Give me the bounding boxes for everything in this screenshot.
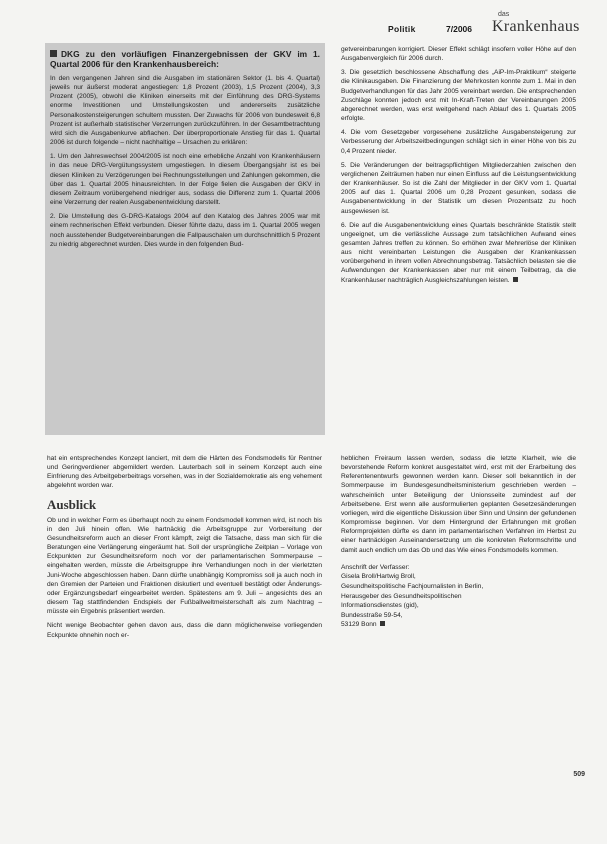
address-line: Informationsdienstes (gid), xyxy=(341,602,419,610)
paragraph: Ob und in welcher Form es überhaupt noch zu einem Fondsmodell kommen wird, ist noch bis in den Juli hinein offen. Wie hartnäckig die Arbeitsgruppe zur Vorbereitung der Gesundheitsreform auch an dieser Front kämpft, zeigt die Tatsache, dass man sich für die Beratungen eine Verlängerung eingeräumt hat. Soll der ursprüngliche Zeitplan – Vorlage von Eckpunkten zur Gesundheitsreform noch vor der parlamentarischen Sommerpause – eingehalten werden, müsste die Arbeitsgruppe ihre Verhandlungen noch in der vierletzten Juni-Woche abgeschlossen haben. Dann dürfte unabhängig Kompromiss soll ja auch noch in den Gremien der Parteien und Fraktionen diskutiert und eventuell bestätigt oder Änderungs- oder Ergänzungsbedarf eingearbeitet werden. Spätestens am 9. Juli – angesichts des an diesem Tag stattfindenden Endspiels der Fußballweltmeisterschaft als zum Nachtrag – müsste ein Ergebnis präsentiert werden. xyxy=(47,516,322,616)
left-column-bottom xyxy=(47,454,322,645)
paragraph: Nicht wenige Beobachter gehen davon aus, dass die dann möglicherweise vorliegenden Eckpunkte ohnehin noch er- xyxy=(47,622,322,639)
page-header xyxy=(380,10,590,36)
paragraph: hat ein entsprechendes Konzept lanciert, mit dem die Härten des Fondsmodells für Rentner und Geringverdiener abgemildert werden. Lauterbach soll in seinem Konzept auch eine Einfrierung des Arbeitgeberbeitrags vorsehen, was in der Sozialdemokratie als eng vehement abgelehnt worden war. xyxy=(47,455,322,490)
section-label: Politik xyxy=(388,24,416,34)
info-box xyxy=(45,43,325,435)
paragraph: In den vergangenen Jahren sind die Ausgaben im stationären Sektor (1. bis 4. Quartal) jeweils nur äußerst moderat angestiegen: 1,8 Prozent (2003), 1,5 Prozent (2004), 3,3 Prozent (2005), obwohl die Kliniken einerseits mit der Einführung des DRG-Systems enorme Investitionen und Umstellungskosten und andererseits zusätzliche Personalkostensteigerungen schultern mussten. Der Zuwachs für 2006 von bundesweit 6,8 Prozent ist außerhalb statistischer Verzerrungen zurückzuführen. In der Gesamtbetrachtung wird sich die Ausgabenkurve abflachen. Der überproportionale Anstieg für das 1. Quartal 2006 ist durch folgende – nicht nachhaltige – Ursachen zu erklären: xyxy=(50,75,320,147)
page-number: 509 xyxy=(573,771,585,778)
paragraph: 2. Die Umstellung des G-DRG-Katalogs 2004 auf den Katalog des Jahres 2005 war mit einem rechnerischen Effekt verbunden. Dieser führte dazu, dass im 1. Quartal 2005 wegen noch ausstehender Budgetvereinbarungen die Fallpauschalen um durchschnittlich 5 Prozent zu niedrig abgerechnet wurden. Dies wurde in den folgenden Bud- xyxy=(50,213,320,248)
paragraph: getvereinbarungen korrigiert. Dieser Effekt schlägt insofern voller Höhe auf den Ausgabenvergleich für 2006 durch. xyxy=(341,46,576,63)
address-line: 53129 Bonn xyxy=(341,620,576,630)
brand-logo: Krankenhaus xyxy=(492,18,580,35)
right-column-top xyxy=(341,45,576,290)
paragraph: 4. Die vom Gesetzgeber vorgesehene zusätzliche Ausgabensteigerung zur Verbesserung der Arbeitszeitbedingungen schlägt sich in einer Höhe von bis zu 0,4 Prozent nieder. xyxy=(341,129,576,155)
paragraph: 5. Die Veränderungen der beitragspflichtigen Mitgliederzahlen zwischen den verglichenen Zeiträumen haben nur einen Einfluss auf die Leistungsentwicklung der Krankenhäuser. So ist die Zahl der Mitglieder in der GKV vom 1. Quartal 2005 auf das 1. Quartal 2006 um 0,28 Prozent gesunken, sodass die Ausgabenentwicklung in der Statistik um diesen Prozentsatz zu hoch ausgewiesen ist. xyxy=(341,161,576,215)
paragraph: 6. Die auf die Ausgabenentwicklung eines Quartals beschränkte Statistik stellt ungeeignet, um die verlässliche Aussage zum tatsächlichen Aufwand eines gesamten Jahres treffen zu können. So erhöhen zwar Mehrerlöse der Kliniken aus nicht vereinbarten Leistungen die Ausgaben der Krankenkassen vorübergehend in ihrem vollen Abrechnungsbetrag. Tatsächlich belasten sie die Aufwendungen der Krankenkassen aber nur mit einem Teilbetrag, da die Krankenhäuser nachträglich Ausgleichszahlungen leisten. xyxy=(341,221,576,284)
address-line: Gesundheitspolitische Fachjournalisten in Berlin, xyxy=(341,582,484,590)
paragraph: 3. Die gesetzlich beschlossene Abschaffung des „AiP-Im-Praktikum“ steigerte die Klinikausgaben. Die Finanzierung der Mehrkosten konnte zum 1. Mai in den Budgetverhandlungen für das Jahr 2005 vereinbart werden. Die entsprechenden Zuschläge konnten jedoch erst mit In-Kraft-Treten der Vereinbarungen 2005 abgerechnet werden, was erst weitgehend nach Ablauf des 1. Quartals 2005 erfolgte. xyxy=(341,69,576,123)
paragraph: 1. Um den Jahreswechsel 2004/2005 ist noch eine erhebliche Anzahl von Krankenhäusern in das neue DRG-Vergütungssystem umgestiegen. In diesem Übergangsjahr ist es bei diesen Kliniken zu Verzögerungen bei Rechnungsstellungen und Zahlungen gekommen, die über das 1. Quartal 2005 hinausreichten. In der Folge fielen die Ausgaben der GKV in diesem Zeitraum vorübergehend niedriger aus, sodass die Differenz zum 1. Quartal 2006 eine Verzerrung der realen Ausgabenentwicklung darstellt. xyxy=(50,153,320,207)
info-box-title: DKG zu den vorläufigen Finanzergebnissen der GKV im 1. Quartal 2006 für den Krankenhausbereich: xyxy=(50,49,320,69)
address-line: Herausgeber des Gesundheitspolitischen xyxy=(341,592,462,600)
address-line: Bundesstraße 59-54, xyxy=(341,611,403,619)
end-mark-icon xyxy=(513,277,518,282)
paragraph: heblichen Freiraum lassen werden, sodass die letzte Klarheit, wie die bevorstehende Reform konkret ausgestaltet wird, erst mit der Erarbeitung des Referentenentwurfs gewonnen werden kann. Dieser soll bekanntlich in der Sommerpause im Bundesgesundheitsministerium geschrieben werden – wahrscheinlich unter Beteiligung der Unionsseite zumindest auf der Arbeitsebene. Erst wenn alle ausformulierten geplanten Gesetzesänderungen vorliegen, wird die eigentliche Diskussion über Sinn und Unsinn der gefundenen Kompromisse beginnen. Vor dem Hintergrund der Erfahrungen mit großen Reformprojekten dürfte es dann im parlamentarischen Verfahren im Herbst zu einer hartnäckigen Auseinandersetzung um die konkreten Reformschritte und damit auch endlich um das Ob und das Wie eines Fondsmodells kommen. xyxy=(341,455,576,554)
issue-number: 7/2006 xyxy=(446,24,472,34)
right-column-bottom xyxy=(341,454,576,630)
brand-logo-prefix: das xyxy=(498,11,510,18)
address-label: Anschrift der Verfasser: xyxy=(341,563,410,571)
author-address xyxy=(341,563,576,630)
section-heading: Ausblick xyxy=(47,496,97,512)
end-mark-icon xyxy=(380,621,385,626)
square-bullet-icon xyxy=(50,50,57,57)
info-box-text xyxy=(50,49,320,254)
address-line: Gisela Broll/Hartwig Broll, xyxy=(341,573,416,581)
